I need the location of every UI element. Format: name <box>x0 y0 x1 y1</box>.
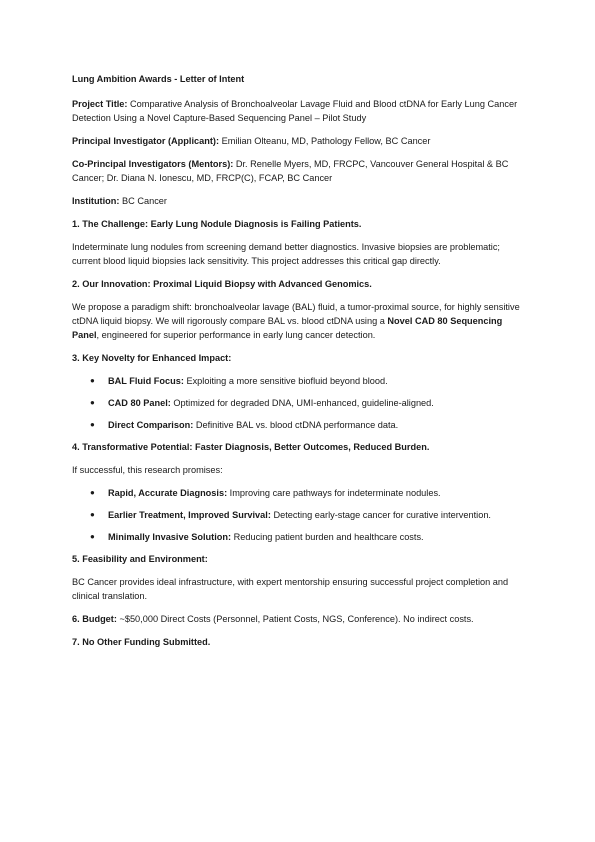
project-title-value: Comparative Analysis of Bronchoalveolar Lavage Fluid and Blood ctDNA for Early Lung Cancer Detection Using a Novel Capture-Based Sequencing Panel – Pilot Study <box>72 99 518 123</box>
list-item-text: Improving care pathways for indeterminate nodules. <box>227 488 441 498</box>
pi-value: Emilian Olteanu, MD, Pathology Fellow, BC Cancer <box>221 136 431 146</box>
bullet-icon: ● <box>90 510 95 519</box>
project-title-label: Project Title: <box>72 99 128 109</box>
co-pi-value: Dr. Renelle Myers, MD, FRCPC, Vancouver General Hospital & BC Cancer; Dr. Diana N. Ionescu, MD, FRCP(C), FCAP, BC Cancer <box>72 159 509 183</box>
bullet-icon: ● <box>90 420 95 429</box>
list-item-label: Earlier Treatment, Improved Survival: <box>108 510 271 520</box>
section-3-list <box>72 374 523 432</box>
list-item-label: Minimally Invasive Solution: <box>108 532 232 542</box>
section-5-text: BC Cancer provides ideal infrastructure, with expert mentorship ensuring successful project completion and clinical translation. <box>72 577 509 601</box>
section-4-list <box>72 486 523 544</box>
institution-value: BC Cancer <box>122 196 167 206</box>
institution <box>72 194 523 208</box>
bullet-icon: ● <box>90 376 95 385</box>
list-item-text: Reducing patient burden and healthcare costs. <box>231 532 424 542</box>
list-item-label: CAD 80 Panel: <box>108 398 171 408</box>
list-item-label: BAL Fluid Focus: <box>108 376 184 386</box>
section-6-text: ~$50,000 Direct Costs (Personnel, Patient Costs, NGS, Conference). No indirect costs. <box>116 614 474 624</box>
list-item <box>72 418 523 432</box>
principal-investigator <box>72 134 523 148</box>
list-item-label: Direct Comparison: <box>108 420 194 430</box>
section-2-text <box>72 300 523 342</box>
co-pi-label: Co-Principal Investigators (Mentors): <box>72 159 234 169</box>
list-item <box>72 374 523 388</box>
section-1-heading: 1. The Challenge: Early Lung Nodule Diagnosis is Failing Patients. <box>72 219 362 229</box>
section-2-text-pre: We propose a paradigm shift: bronchoalveolar lavage (BAL) fluid, a tumor-proximal source, for highly sensitive ctDNA liquid biopsy. We will rigorously compare BAL vs. blood ctDNA using a <box>72 302 520 326</box>
list-item <box>72 486 523 500</box>
bullet-icon: ● <box>90 532 95 541</box>
section-4-intro: If successful, this research promises: <box>72 465 223 475</box>
section-6-budget <box>72 612 523 626</box>
list-item <box>72 508 523 522</box>
list-item-text: Optimized for degraded DNA, UMI-enhanced, guideline-aligned. <box>170 398 434 408</box>
section-2-heading: 2. Our Innovation: Proximal Liquid Biopsy with Advanced Genomics. <box>72 279 372 289</box>
list-item <box>72 396 523 410</box>
bullet-icon: ● <box>90 488 95 497</box>
section-2-text-post: , engineered for superior performance in early lung cancer detection. <box>96 330 376 340</box>
section-7-heading: 7. No Other Funding Submitted. <box>72 637 211 647</box>
section-5-heading: 5. Feasibility and Environment: <box>72 554 208 564</box>
list-item-text: Exploiting a more sensitive biofluid beyond blood. <box>183 376 388 386</box>
section-6-label: 6. Budget: <box>72 614 117 624</box>
section-3-heading: 3. Key Novelty for Enhanced Impact: <box>72 353 232 363</box>
co-principal-investigators <box>72 157 523 185</box>
pi-label: Principal Investigator (Applicant): <box>72 136 220 146</box>
list-item-label: Rapid, Accurate Diagnosis: <box>108 488 228 498</box>
document-title: Lung Ambition Awards - Letter of Intent <box>72 74 245 84</box>
bullet-icon: ● <box>90 398 95 407</box>
section-2-panel-name: Novel CAD 80 Sequencing Panel <box>72 316 503 340</box>
list-item-text: Detecting early-stage cancer for curative intervention. <box>270 510 491 520</box>
section-1-text: Indeterminate lung nodules from screening demand better diagnostics. Invasive biopsies are problematic; current blood liquid biopsies lack sensitivity. This project addresses this critical gap directly. <box>72 242 500 266</box>
section-4-heading: 4. Transformative Potential: Faster Diagnosis, Better Outcomes, Reduced Burden. <box>72 442 430 452</box>
list-item-text: Definitive BAL vs. blood ctDNA performance data. <box>193 420 399 430</box>
institution-label: Institution: <box>72 196 120 206</box>
list-item <box>72 530 523 544</box>
project-title <box>72 97 523 125</box>
